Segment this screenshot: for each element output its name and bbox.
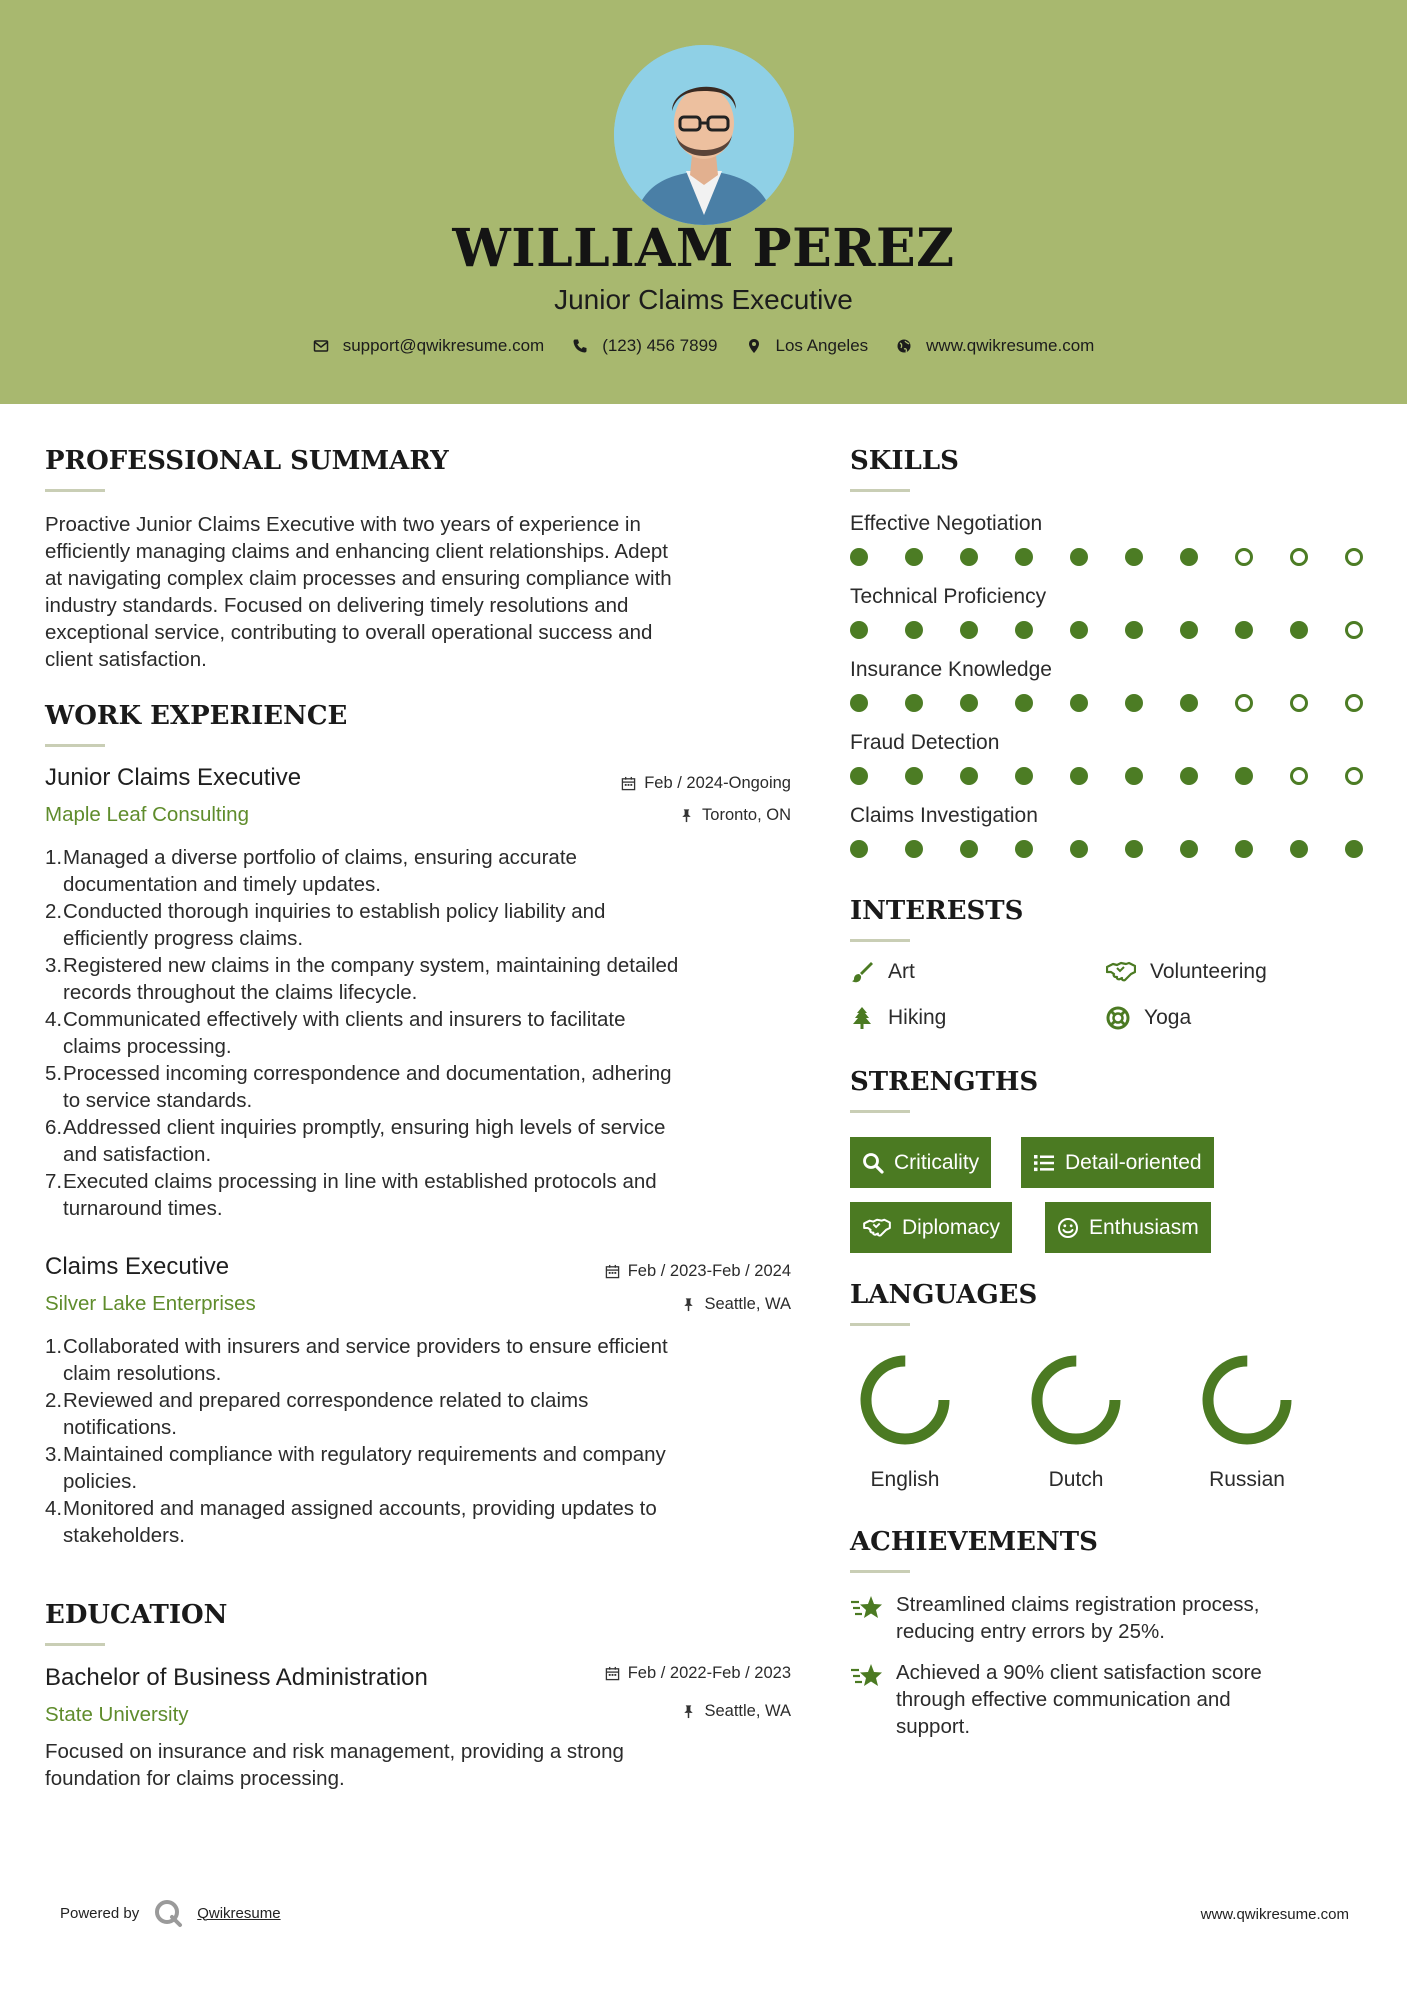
rating-dot-filled [1015,621,1033,639]
list-line: Executed claims processing in line with established protocols and [63,1170,657,1193]
skill-rating [850,548,1400,566]
language-item [850,1350,960,1492]
candidate-name: WILLIAM PEREZ [452,218,955,279]
list-item [45,1333,791,1387]
interest-volunteering [1106,960,1267,984]
list-number: 6. [45,1116,63,1139]
skill-name: Technical Proficiency [850,585,1047,608]
skill-rating [850,767,1400,785]
summary-line: at navigating complex claim processes and ensuring compliance with [45,567,672,590]
list-line: Registered new claims in the company system, maintaining detailed [63,954,679,977]
list-line: claims processing. [63,1035,232,1058]
contact-location-text: Los Angeles [775,336,869,355]
achievements-heading: ACHIEVEMENTS [850,1527,1098,1557]
languages-heading: LANGUAGES [850,1280,1038,1310]
list-item [45,1060,791,1114]
list-item [45,1006,791,1060]
rating-dot-filled [1235,840,1253,858]
job-location [681,1295,791,1314]
rating-dot-empty [1290,767,1308,785]
rating-dot-filled [850,694,868,712]
smile-icon [1057,1217,1079,1239]
star-award-icon [850,1661,884,1691]
rating-dot-empty [1235,694,1253,712]
degree-title: Bachelor of Business Administration [45,1664,428,1691]
interest-label: Volunteering [1150,960,1267,983]
list-item [45,952,791,1006]
list-item [45,844,791,898]
rating-dot-filled [850,840,868,858]
pushpin-icon [679,808,694,823]
left-column [45,0,791,1990]
strength-badge-diplomacy [850,1202,1012,1253]
job-date-text: Feb / 2024-Ongoing [644,774,791,792]
job-date [621,774,791,793]
list-item [45,898,791,952]
rating-dot-filled [1125,840,1143,858]
calendar-icon [605,1264,620,1279]
lifering-icon [1106,1006,1130,1030]
rating-dot-filled [905,840,923,858]
language-progress-arc [1037,1361,1115,1439]
strength-badge-enthusiasm [1045,1202,1211,1253]
interest-yoga [1106,1006,1191,1030]
strength-badge-criticality [850,1137,991,1188]
interests-divider [850,939,910,942]
skill-name: Claims Investigation [850,804,1038,827]
skill-name: Effective Negotiation [850,512,1043,535]
rating-dot-filled [1070,694,1088,712]
rating-dot-filled [960,767,978,785]
rating-dot-filled [905,621,923,639]
summary-line: exceptional service, contributing to overall operational success and [45,621,653,644]
list-number: 4. [45,1008,63,1031]
job-title: Claims Executive [45,1253,230,1280]
powered-by [60,1898,281,1928]
language-item [1021,1350,1131,1492]
education-location [681,1702,791,1721]
job-duties [45,1333,791,1549]
job-company: Maple Leaf Consulting [45,803,249,826]
rating-dot-filled [1345,840,1363,858]
school-name: State University [45,1703,189,1726]
rating-dot-filled [1070,548,1088,566]
interests-heading: INTERESTS [850,896,1024,926]
achievement-text [896,1659,1262,1740]
rating-dot-filled [1125,621,1143,639]
list-line: turnaround times. [63,1197,223,1220]
summary-line: client satisfaction. [45,648,207,671]
rating-dot-filled [960,548,978,566]
list-line: Addressed client inquiries promptly, ensuring high levels of service [63,1116,666,1139]
rating-dot-filled [1180,840,1198,858]
language-item [1192,1350,1302,1492]
calendar-icon [605,1666,620,1681]
skills-divider [850,489,910,492]
strength-badge-detail-oriented [1021,1137,1214,1188]
rating-dot-filled [960,621,978,639]
list-number: 3. [45,1443,63,1466]
list-line: Collaborated with insurers and service providers to ensure efficient [63,1335,668,1358]
rating-dot-filled [1125,767,1143,785]
education-date-text: Feb / 2022-Feb / 2023 [627,1664,791,1682]
rating-dot-filled [905,767,923,785]
skill-rating [850,621,1400,639]
list-line: policies. [63,1470,138,1493]
rating-dot-filled [1125,548,1143,566]
job-date-text: Feb / 2023-Feb / 2024 [627,1262,791,1280]
language-label: Dutch [1048,1468,1104,1491]
achievement-line: reducing entry errors by 25%. [896,1620,1165,1643]
rating-dot-empty [1345,694,1363,712]
list-number: 1. [45,1335,63,1358]
job-location-text: Toronto, ON [702,806,791,824]
pushpin-icon [681,1297,696,1312]
rating-dot-filled [850,548,868,566]
list-line: records throughout the claims lifecycle. [63,981,418,1004]
interest-hiking [850,1006,946,1030]
skill-name: Insurance Knowledge [850,658,1052,681]
summary-text [45,511,791,673]
rating-dot-filled [960,694,978,712]
list-line: Reviewed and prepared correspondence related to claims [63,1389,589,1412]
rating-dot-filled [1290,621,1308,639]
rating-dot-filled [905,694,923,712]
list-line: Conducted thorough inquiries to establish policy liability and [63,900,606,923]
skill-rating [850,694,1400,712]
list-line: Processed incoming correspondence and documentation, adhering [63,1062,672,1085]
list-line: Maintained compliance with regulatory requirements and company [63,1443,666,1466]
rating-dot-filled [1180,621,1198,639]
education-heading: EDUCATION [45,1600,228,1630]
list-item [45,1441,791,1495]
achievement-line: Streamlined claims registration process, [896,1593,1260,1616]
rating-dot-filled [1180,767,1198,785]
job-company: Silver Lake Enterprises [45,1292,256,1315]
language-progress-ring [855,1350,955,1450]
strength-label: Criticality [894,1150,980,1174]
contact-phone-text: (123) 456 7899 [602,336,718,355]
rating-dot-filled [1070,840,1088,858]
rating-dot-empty [1235,548,1253,566]
rating-dot-filled [1290,840,1308,858]
skill-name: Fraud Detection [850,731,1000,754]
list-number: 4. [45,1497,63,1520]
interest-label: Art [888,960,915,983]
strength-label: Detail-oriented [1065,1150,1202,1174]
education-description [45,1738,791,1792]
list-line: stakeholders. [63,1524,185,1547]
skills-heading: SKILLS [850,446,959,476]
education-line: foundation for claims processing. [45,1767,345,1790]
achievement-line: through effective communication and [896,1688,1231,1711]
summary-line: efficiently managing claims and enhancing client relationships. Adept [45,540,668,563]
handshake-icon [1106,960,1136,984]
summary-line: Proactive Junior Claims Executive with two years of experience in [45,513,641,536]
job-date [605,1262,791,1281]
job-title: Junior Claims Executive [45,764,302,791]
achievement-item [850,1591,1320,1645]
language-label: Russian [1209,1468,1285,1491]
list-line: Communicated effectively with clients and insurers to facilitate [63,1008,626,1031]
rating-dot-empty [1345,767,1363,785]
list-number: 3. [45,954,63,977]
footer-website[interactable]: www.qwikresume.com [1200,1906,1349,1923]
rating-dot-filled [1015,767,1033,785]
rating-dot-empty [1345,548,1363,566]
handshake-icon [862,1217,892,1239]
achievement-text [896,1591,1259,1645]
list-icon [1033,1152,1055,1174]
interest-label: Hiking [888,1006,947,1029]
interest-label: Yoga [1144,1006,1192,1029]
paintbrush-icon [850,960,874,984]
job-location [679,806,791,825]
rating-dot-filled [850,621,868,639]
list-item [45,1168,791,1222]
contact-website-text: www.qwikresume.com [926,336,1095,355]
summary-line: industry standards. Focused on delivering timely resolutions and [45,594,629,617]
list-number: 1. [45,846,63,869]
list-line: to service standards. [63,1089,253,1112]
strength-label: Diplomacy [902,1215,1001,1239]
powered-by-label: Powered by [60,1904,140,1922]
list-number: 5. [45,1062,63,1085]
job-location-text: Seattle, WA [704,1295,791,1313]
list-line: notifications. [63,1416,177,1439]
calendar-icon [621,776,636,791]
achievements-divider [850,1570,910,1573]
language-progress-arc [866,1361,944,1439]
rating-dot-empty [1290,548,1308,566]
education-divider [45,1643,105,1646]
list-number: 2. [45,900,63,923]
rating-dot-empty [1290,694,1308,712]
contact-email-text: support@qwikresume.com [342,336,545,355]
rating-dot-filled [1125,694,1143,712]
achievement-line: Achieved a 90% client satisfaction score [896,1661,1262,1684]
languages-divider [850,1323,910,1326]
list-item [45,1387,791,1441]
tree-icon [850,1006,874,1030]
strengths-heading: STRENGTHS [850,1067,1039,1097]
language-progress-ring [1026,1350,1126,1450]
strength-label: Enthusiasm [1089,1215,1199,1239]
rating-dot-filled [1235,621,1253,639]
list-line: and satisfaction. [63,1143,212,1166]
pushpin-icon [681,1704,696,1719]
list-line: Monitored and managed assigned accounts, providing updates to [63,1497,657,1520]
rating-dot-filled [1015,840,1033,858]
summary-heading: PROFESSIONAL SUMMARY [45,446,449,476]
experience-divider [45,744,105,747]
rating-dot-filled [1070,767,1088,785]
language-label: English [870,1468,940,1491]
rating-dot-filled [850,767,868,785]
interest-art [850,960,915,984]
education-line: Focused on insurance and risk management, providing a strong [45,1740,624,1763]
list-line: claim resolutions. [63,1362,222,1385]
star-award-icon [850,1593,884,1623]
education-location-text: Seattle, WA [704,1702,791,1720]
achievement-line: support. [896,1715,971,1738]
achievement-item [850,1659,1320,1740]
list-line: Managed a diverse portfolio of claims, ensuring accurate [63,846,577,869]
language-progress-ring [1197,1350,1297,1450]
list-item [45,1114,791,1168]
list-item [45,1495,791,1549]
list-line: efficiently progress claims. [63,927,304,950]
summary-divider [45,489,105,492]
rating-dot-empty [1345,621,1363,639]
list-number: 7. [45,1170,63,1193]
candidate-title: Junior Claims Executive [554,284,853,315]
education-date [605,1664,791,1683]
experience-heading: WORK EXPERIENCE [45,701,348,731]
strengths-divider [850,1110,910,1113]
rating-dot-filled [960,840,978,858]
list-line: documentation and timely updates. [63,873,381,896]
search-icon [862,1152,884,1174]
rating-dot-filled [1180,548,1198,566]
rating-dot-filled [1015,548,1033,566]
job-duties [45,844,791,1222]
language-progress-arc [1208,1361,1286,1439]
list-number: 2. [45,1389,63,1412]
right-column [850,0,1370,1990]
skill-rating [850,840,1400,858]
brand-link[interactable]: Qwikresume [197,1904,281,1922]
qwikresume-logo-icon [153,1898,183,1928]
rating-dot-filled [1015,694,1033,712]
rating-dot-filled [1180,694,1198,712]
rating-dot-filled [905,548,923,566]
rating-dot-filled [1235,767,1253,785]
rating-dot-filled [1070,621,1088,639]
